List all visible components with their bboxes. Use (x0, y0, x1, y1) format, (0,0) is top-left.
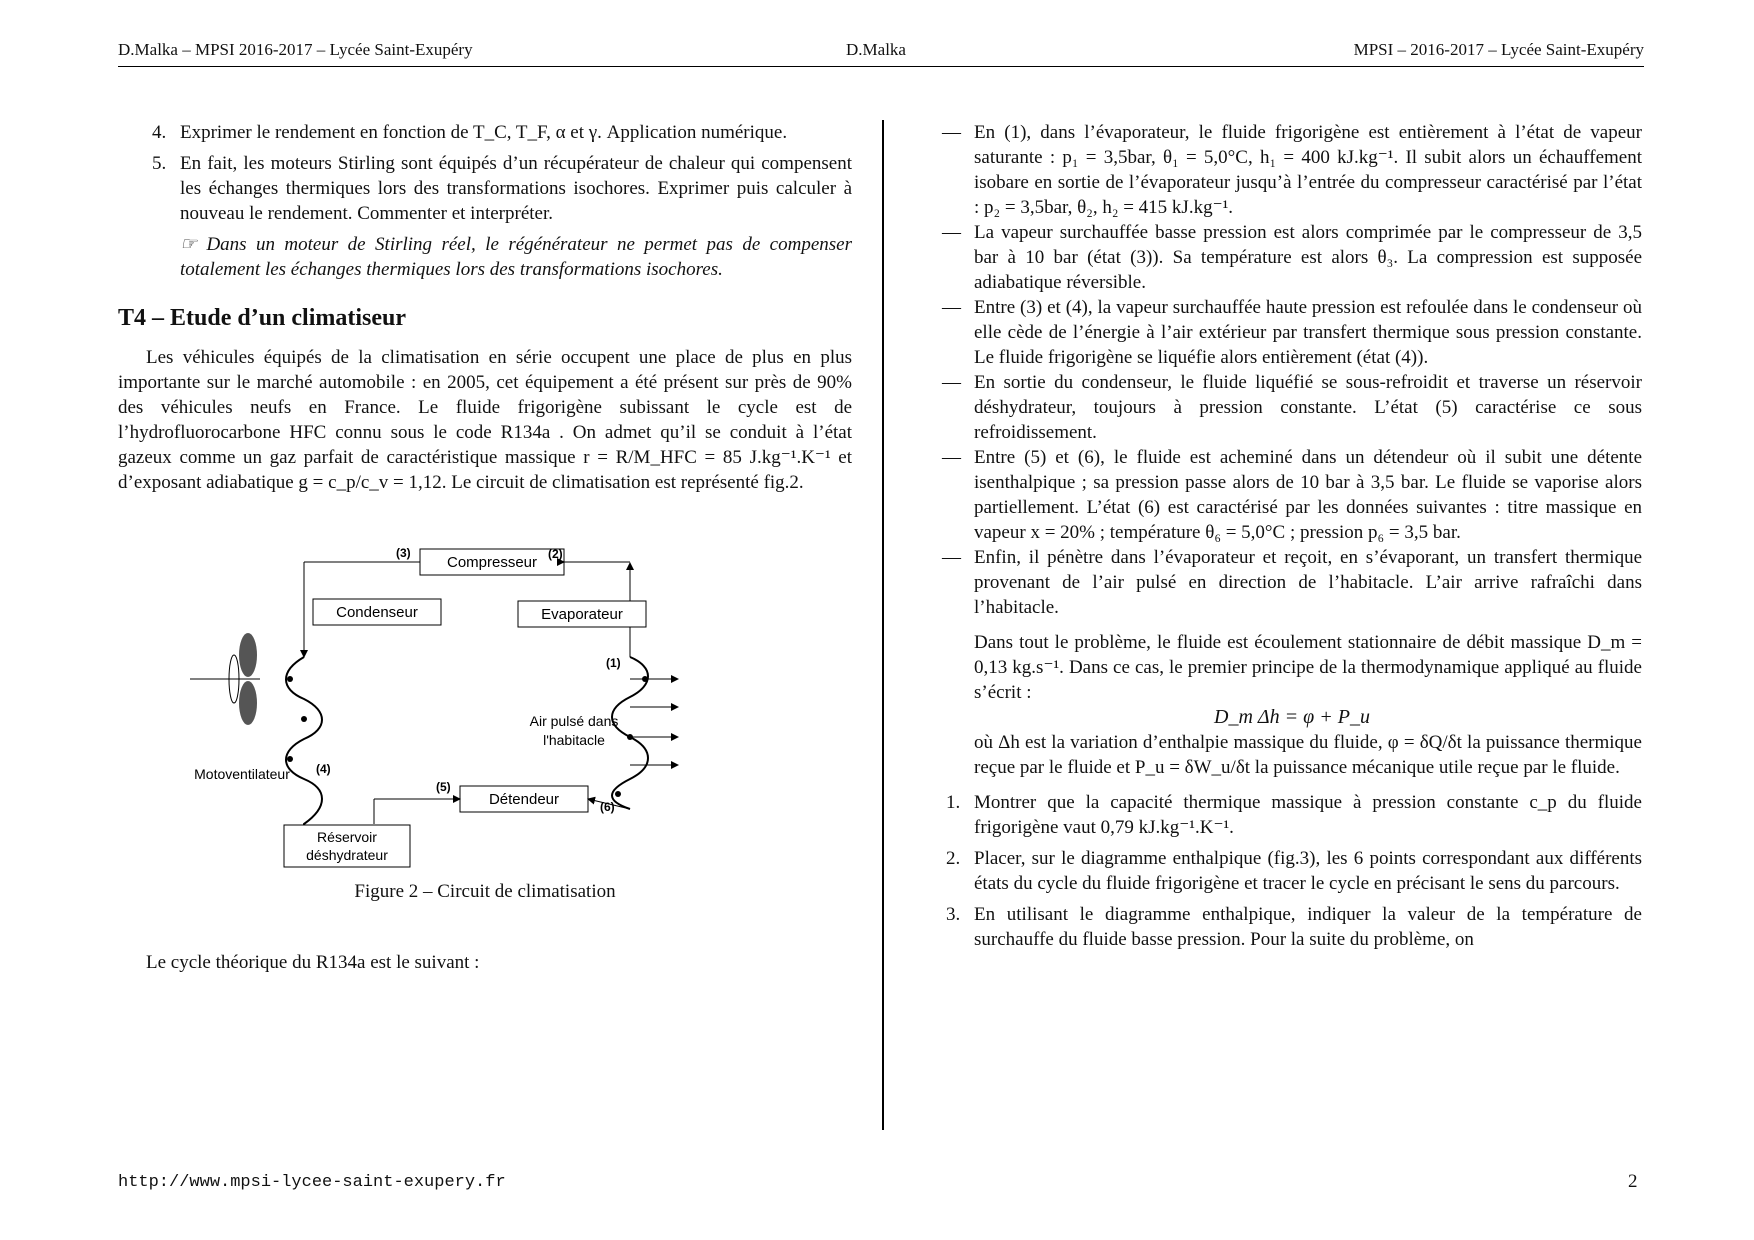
cycle-step-4: — En sortie du condenseur, le fluide liquéfié se sous-refroidit et traverse un réservoir déshydrateur, toujours à pression constante. L’état (5) caractérise ce sous refroidissement. (942, 372, 1642, 443)
question-number: 2. (946, 848, 961, 869)
condenser-label: Condenseur (336, 604, 418, 621)
figure-circuit (190, 539, 790, 869)
cycle-step-5: — Entre (5) et (6), le fluide est acheminé dans un détendeur où il subit une détente isenthalpique ; sa pression passe alors de 10 bar à 3,5 bar. Le fluide se vaporise alors partiellement. L’état (6) est caractérisé par les données suivantes : titre massique en vapeur x = 20% ; température θ₆ = 5,0°C ; pression p₆ = 3,5 bar. (942, 447, 1642, 543)
question-text: Montrer que la capacité thermique massique à pression constante c_p du fluide frigorigène vaut 0,79 kJ.kg⁻¹.K⁻¹. (974, 792, 1642, 838)
point-4: (4) (316, 762, 331, 776)
column-divider (882, 120, 884, 1130)
step-text: Entre (3) et (4), la vapeur surchauffée haute pression est refoulée dans le condenseur où elle cède de l’énergie à l’air extérieur par transfert thermique sous pression constante. Le fluide frigorigène se liquéfie alors entièrement (état (4)). (974, 297, 1642, 368)
right-column (942, 120, 1642, 958)
air-label-line1: Air pulsé dans (529, 713, 619, 729)
definitions-paragraph: où Δh est la variation d’enthalpie massique du fluide, φ = δQ/δt la puissance thermique reçue par le fluide et P_u = δW_u/δt la puissance mécanique utile reçue par le fluide. (974, 732, 1642, 778)
first-principle-equation: D_m Δh = φ + P_u (1214, 706, 1370, 728)
question-number: 1. (946, 792, 961, 813)
step-text: Enfin, il pénètre dans l’évaporateur et reçoit, en s’évaporant, un transfert thermique provenant de l’air pulsé en direction de l’habitacle. L’air arrive rafraîchi dans l’habitacle. (974, 547, 1642, 618)
coil-dot (287, 676, 293, 682)
cycle-step-6: — Enfin, il pénètre dans l’évaporateur et reçoit, en s’évaporant, un transfert thermique provenant de l’air pulsé en direction de l’habitacle. L’air arrive rafraîchi dans l’habitacle. (942, 547, 1642, 618)
question-2 (942, 846, 1642, 896)
reservoir-label-line1: Réservoir (317, 829, 377, 845)
question-5 (118, 151, 852, 226)
compressor-label: Compresseur (446, 554, 538, 571)
header-left: D.Malka – MPSI 2016-2017 – Lycée Saint-Exupéry (118, 40, 473, 59)
flow-paragraph: Dans tout le problème, le fluide est écoulement stationnaire de débit massique D_m = 0,13 kg.s⁻¹. Dans ce cas, le premier principe de la thermodynamique appliqué au fluide s’écrit : (974, 632, 1642, 703)
cycle-step-1: — En (1), dans l’évaporateur, le fluide frigorigène est entièrement à l’état de vapeur saturante : p₁ = 3,5bar, θ₁ = 5,0°C, h₁ = 400 kJ.kg⁻¹. Il subit alors un échauffement isobare en sortie de l’évaporateur jusqu’à l’entrée du compresseur caractérisé par l’état : p₂ = 3,5bar, θ₂, h₂ = 415 kJ.kg⁻¹. (942, 122, 1642, 218)
reservoir-label-line2: déshydrateur (306, 847, 388, 863)
footer-url-link[interactable]: http://www.mpsi-lycee-saint-exupery.fr (118, 1173, 506, 1192)
figure-caption: Figure 2 – Circuit de climatisation (354, 881, 616, 902)
cycle-step-3: — Entre (3) et (4), la vapeur surchauffée haute pression est refoulée dans le condenseur où elle cède de l’énergie à l’air extérieur par transfert thermique sous pression constante. Le fluide frigorigène se liquéfie alors entièrement (état (4)). (942, 297, 1642, 368)
question-number: 5. (152, 153, 167, 174)
left-column (118, 120, 852, 975)
section-title: T4 – Etude d’un climatiseur (118, 305, 407, 331)
question-text: En fait, les moteurs Stirling sont équipés d’un récupérateur de chaleur qui compensent les échanges thermiques lors des transformations isochores. Exprimer puis calculer à nouveau le rendement. Commenter et interpréter. (180, 153, 852, 224)
cycle-step-2: — La vapeur surchauffée basse pression est alors comprimée par le compresseur de 3,5 bar à 10 bar (état (3)). Sa température est alors θ₃. La compression est supposée adiabatique réversible. (942, 222, 1642, 293)
question-number: 3. (946, 904, 961, 925)
step-text: La vapeur surchauffée basse pression est alors comprimée par le compresseur de 3,5 bar à 10 bar (état (3)). Sa température est alors θ₃. La compression est supposée adiabatique réversible. (974, 222, 1642, 293)
step-text: En (1), dans l’évaporateur, le fluide frigorigène est entièrement à l’état de vapeur saturante : p₁ = 3,5bar, θ₁ = 5,0°C, h₁ = 400 kJ.kg⁻¹. Il subit alors un échauffement isobare en sortie de l’évaporateur jusqu’à l’entrée du compresseur caractérisé par l’état : p₂ = 3,5bar, θ₂, h₂ = 415 kJ.kg⁻¹. (974, 122, 1642, 218)
expander-label: Détendeur (488, 791, 560, 808)
question-number: 4. (152, 122, 167, 143)
point-2: (2) (548, 547, 563, 561)
intro-paragraph: Les véhicules équipés de la climatisation en série occupent une place de plus en plus importante sur le marché automobile : en 2005, cet équipement a été présent sur près de 90% des véhicules neufs en France. Le fluide frigorigène subissant le cycle est de l’hydrofluorocarbone HFC connu sous le code R134a . On admet qu’il se conduit à l’état gazeux comme un gaz parfait de caractéristique massique r = R/M_HFC = 85 J.kg⁻¹.K⁻¹ et d’exposant adiabatique g = c_p/c_v = 1,12. Le circuit de climatisation est représenté fig.2. (118, 347, 852, 493)
fan-label: Motoventilateur (194, 766, 290, 782)
note-text: ☞ Dans un moteur de Stirling réel, le régénérateur ne permet pas de compenser totalement les échanges thermiques lors des transformations isochores. (180, 234, 852, 280)
coil-dot (615, 791, 621, 797)
question-3 (942, 902, 1642, 952)
coil-dot (301, 716, 307, 722)
question-text: Placer, sur le diagramme enthalpique (fig.3), les 6 points correspondant aux différents états du cycle du fluide frigorigène et tracer le cycle en précisant le sens du parcours. (974, 848, 1642, 894)
coil-dot (287, 756, 293, 762)
header-rule (118, 66, 1644, 67)
condenser-coil (286, 657, 322, 826)
point-6: (6) (600, 800, 615, 814)
question-text: Exprimer le rendement en fonction de T_C, T_F, α et γ. Application numérique. (180, 122, 788, 143)
cycle-intro: Le cycle théorique du R134a est le suivant : (146, 952, 480, 973)
header-right: MPSI – 2016-2017 – Lycée Saint-Exupéry (1353, 40, 1644, 59)
point-1: (1) (606, 656, 621, 670)
fan-blade (239, 681, 257, 725)
header-center: D.Malka (846, 40, 906, 59)
question-text: En utilisant le diagramme enthalpique, indiquer la valeur de la température de surchauffe du fluide basse pression. Pour la suite du problème, on (974, 904, 1642, 950)
air-label-line2: l'habitacle (543, 732, 605, 748)
page-number: 2 (1628, 1171, 1638, 1192)
question-4 (118, 120, 852, 145)
circuit-diagram (190, 539, 790, 869)
evaporator-label: Evaporateur (541, 606, 623, 623)
question-1 (942, 790, 1642, 840)
fan-blade (239, 633, 257, 677)
point-5: (5) (436, 780, 451, 794)
step-text: En sortie du condenseur, le fluide liquéfié se sous-refroidit et traverse un réservoir déshydrateur, toujours à pression constante. L’état (5) caractérise ce sous refroidissement. (974, 372, 1642, 443)
point-3: (3) (396, 546, 411, 560)
step-text: Entre (5) et (6), le fluide est acheminé dans un détendeur où il subit une détente isenthalpique ; sa pression passe alors de 10 bar à 3,5 bar. Le fluide se vaporise alors partiellement. L’état (6) est caractérisé par les données suivantes : titre massique en vapeur x = 20% ; température θ₆ = 5,0°C ; pression p₆ = 3,5 bar. (974, 447, 1642, 543)
